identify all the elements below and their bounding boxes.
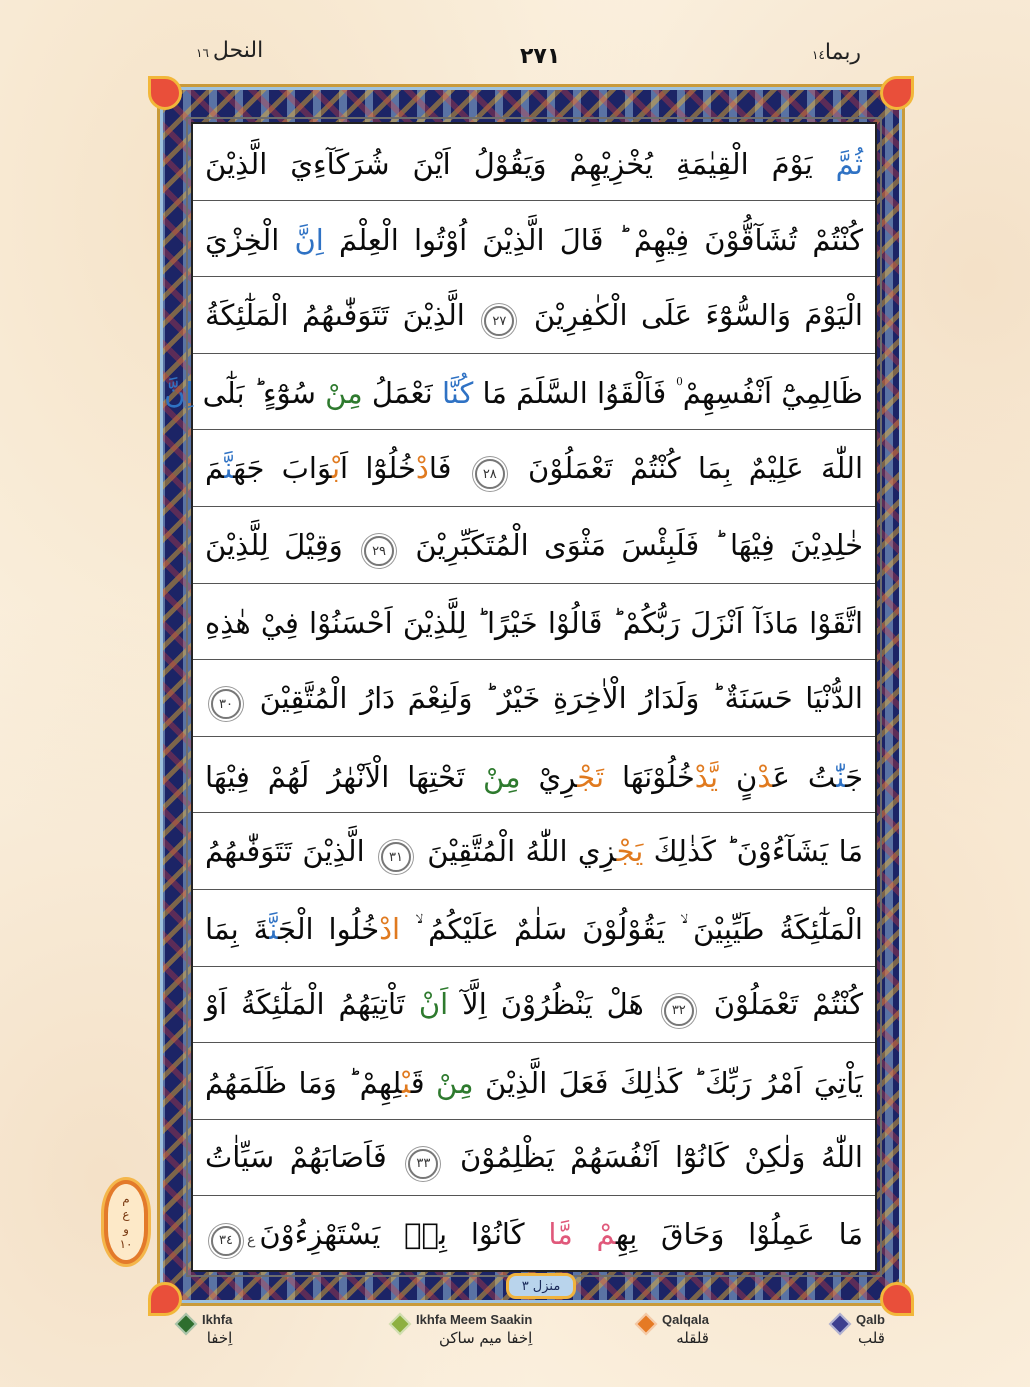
- verse-text: نٍ: [718, 759, 758, 794]
- text-line: [193, 967, 875, 1044]
- text-line: [193, 201, 875, 278]
- tajweed-highlight: يَّدْ: [694, 759, 719, 794]
- verse-text: مَا يَشَآءُوْنَ ؕ كَذٰلِكَ: [643, 833, 863, 868]
- tajweed-highlight: اِنَّ: [164, 376, 194, 411]
- tajweed-highlight: اَنْ: [418, 987, 449, 1022]
- juz-number: ١٤: [812, 48, 825, 62]
- corner-ornament-icon: [148, 76, 182, 110]
- line-text: [205, 912, 863, 947]
- tajweed-highlight: بْ: [401, 1065, 411, 1100]
- tajweed-highlight: يَجْ: [616, 833, 644, 868]
- verse-text: قَ: [410, 1065, 436, 1100]
- verse-text: وَابَ جَهَ: [233, 450, 332, 485]
- verse-text: كُنْتُمْ تَعْمَلُوْنَ: [699, 987, 864, 1022]
- text-line: [193, 1196, 875, 1273]
- legend-label-en: Qalqala: [662, 1312, 709, 1327]
- text-line: [164, 354, 875, 431]
- legend-label-ur: قلقله: [676, 1329, 709, 1347]
- text-line: [193, 1120, 875, 1197]
- line-text: [205, 298, 863, 337]
- tajweed-highlight: اِنَّ: [294, 223, 324, 258]
- surah-name-label: [196, 38, 263, 63]
- verse-text: الدُّنْيَا حَسَنَةٌ ؕ وَلَدَارُ الْاٰخِرَةِ خَيْرٌ ؕ وَلَنِعْمَ دَارُ الْمُتَّقِيْنَ: [247, 680, 863, 715]
- line-text: [205, 1217, 863, 1256]
- text-line: [193, 660, 875, 737]
- ruku-medallion-middle2: و: [123, 1222, 129, 1236]
- tajweed-highlight: ثُمَّ: [835, 146, 863, 181]
- text-line: [193, 737, 875, 814]
- ayah-number-marker: ٣٢: [664, 996, 694, 1026]
- line-text: [164, 376, 863, 411]
- juz-name-label: [808, 40, 861, 65]
- tajweed-highlight: تَجْ: [577, 759, 605, 794]
- verse-text: مَ: [205, 450, 225, 485]
- verse-text: اللّٰهُ وَلٰكِنْ كَانُوْٓا اَنْفُسَهُمْ يَظْلِمُوْنَ: [444, 1140, 863, 1175]
- verse-text: سُوْٓءٍ ؕ بَلٰٓى: [193, 376, 326, 411]
- verse-text: جَ: [845, 759, 864, 794]
- line-text: [205, 147, 863, 181]
- line-text: [205, 760, 863, 794]
- line-text: [205, 834, 863, 873]
- tajweed-highlight: نَّ: [224, 450, 234, 485]
- text-line: [193, 124, 875, 201]
- text-line: [193, 584, 875, 661]
- page-header: [0, 36, 1030, 76]
- tajweed-highlight: دْ: [757, 759, 773, 794]
- corner-ornament-icon: [880, 76, 914, 110]
- legend-label-en: Qalb: [856, 1312, 885, 1327]
- verse-text: الَّذِيْنَ تَتَوَفّٰىهُمُ: [205, 833, 375, 868]
- ruku-mark: ع: [247, 1232, 256, 1249]
- ruku-medallion: [104, 1180, 148, 1264]
- legend-item-qalqala: [638, 1312, 709, 1347]
- verse-text: وَقِيْلَ لِلَّذِيْنَ: [205, 527, 359, 562]
- tajweed-highlight: نَّ: [269, 912, 278, 947]
- juz-name: ربما: [824, 40, 862, 65]
- verse-text: يَاْتِيَ اَمْرُ رَبِّكَ ؕ كَذٰلِكَ فَعَلَ الَّذِيْنَ: [473, 1065, 863, 1100]
- legend-label-ur: قلب: [858, 1329, 885, 1347]
- verse-text: الْيَوْمَ وَالسُّوْٓءَ عَلَى الْكٰفِرِيْنَ: [520, 297, 863, 332]
- text-line: [193, 1043, 875, 1120]
- legend-item-qalb: [832, 1312, 885, 1347]
- tajweed-highlight: كُنَّا: [441, 376, 474, 411]
- ayah-number-marker: ٢٧: [484, 306, 514, 336]
- ayah-number-marker: ٣٤: [211, 1226, 241, 1256]
- tajweed-highlight: دْ: [415, 450, 429, 485]
- verse-text: مَا عَمِلُوْا وَحَاقَ بِهِ: [615, 1217, 863, 1252]
- line-text: [205, 1140, 863, 1179]
- manzil-label: منزل ٣: [521, 1278, 561, 1294]
- verse-text: خُلُوا الْجَ: [277, 912, 380, 947]
- diamond-icon: [389, 1313, 412, 1336]
- ruku-medallion-middle: ع: [122, 1207, 130, 1221]
- verse-text: خُلُوْنَهَا: [604, 759, 695, 794]
- diamond-icon: [175, 1313, 198, 1336]
- legend-label-en: Ikhfa Meem Saakin: [416, 1312, 533, 1327]
- verse-text: خٰلِدِيْنَ فِيْهَا ؕ فَلَبِئْسَ مَثْوَى الْمُتَكَبِّرِيْنَ: [400, 527, 864, 562]
- verse-text: تَاْتِيَهُمُ الْمَلٰٓئِكَةُ اَوْ: [205, 987, 419, 1022]
- legend-label-ur: اِخفا: [206, 1329, 233, 1347]
- surah-number: ١٦: [196, 46, 209, 60]
- verse-text: كُنْتُمْ تُشَآقُّوْنَ فِيْهِمْ ؕ قَالَ الَّذِيْنَ اُوْتُوا الْعِلْمَ: [323, 223, 863, 258]
- verse-text: خُلُوْٓا اَ: [340, 450, 416, 485]
- legend-label-en: Ikhfa: [202, 1312, 233, 1327]
- ayah-number-marker: ٣٠: [211, 689, 241, 719]
- text-line: [193, 507, 875, 584]
- verse-text: تَحْتِهَا الْاَنْهٰرُ لَهُمْ فِيْهَا: [205, 759, 483, 794]
- verse-text: نَعْمَلُ: [362, 376, 442, 411]
- verse-text: هَلْ يَنْظُرُوْنَ اِلَّآ: [448, 987, 658, 1022]
- page-number: ٢٧١: [520, 44, 561, 69]
- verse-text: الْخِزْيَ: [205, 223, 295, 258]
- verse-text: فَاَصَابَهُمْ سَيِّاٰتُ: [205, 1140, 403, 1175]
- line-text: [205, 606, 863, 640]
- verse-text: يَوْمَ الْقِيٰمَةِ يُخْزِيْهِمْ وَيَقُوْلُ اَيْنَ شُرَكَآءِيَ الَّذِيْنَ: [205, 146, 836, 181]
- line-text: [205, 681, 863, 720]
- line-text: [205, 987, 863, 1026]
- manzil-cartouche: [506, 1273, 576, 1299]
- verse-text: الَّذِيْنَ تَتَوَفّٰىهُمُ الْمَلٰٓئِكَةُ: [205, 297, 479, 332]
- verse-text: فَا: [428, 450, 469, 485]
- tajweed-highlight: مِنْ: [325, 376, 363, 411]
- surah-name: النحل: [212, 38, 264, 63]
- line-text: [205, 451, 863, 490]
- diamond-icon: [829, 1313, 852, 1336]
- verse-text: رِيْ: [520, 759, 578, 794]
- tajweed-highlight: نّٰ: [836, 759, 846, 794]
- legend-item-ikhfa: [178, 1312, 232, 1347]
- diamond-icon: [635, 1313, 658, 1336]
- tajweed-highlight: مِنْ: [482, 759, 521, 794]
- verse-text: زِي اللّٰهُ الْمُتَّقِيْنَ: [416, 833, 617, 868]
- text-line: [193, 890, 875, 967]
- verse-text: تُ عَ: [772, 759, 837, 794]
- legend-item-ikhfa-meem-saakin: [392, 1312, 532, 1347]
- verse-text: لِهِمْ ؕ وَمَا ظَلَمَهُمُ: [205, 1065, 402, 1100]
- verse-text: ظَالِمِيْٓ اَنْفُسِهِمْ ۠ فَاَلْقَوُا السَّلَمَ مَا: [473, 376, 863, 411]
- tajweed-legend: [0, 1310, 1030, 1370]
- legend-label-ur: اِخفا میم ساکن: [438, 1329, 533, 1347]
- ayah-number-marker: ٢٨: [475, 459, 505, 489]
- ayah-number-marker: ٣٣: [408, 1149, 438, 1179]
- tajweed-highlight: مْ مَّا: [548, 1217, 616, 1252]
- ayah-number-marker: ٢٩: [364, 536, 394, 566]
- tajweed-highlight: ادْ: [379, 912, 401, 947]
- verse-text: الْمَلٰٓئِكَةُ طَيِّبِيْنَ ۙ يَقُوْلُوْنَ سَلٰمٌ عَلَيْكُمُ ۙ: [400, 912, 863, 947]
- quran-text-panel: [164, 122, 877, 1272]
- line-text: [205, 1066, 863, 1100]
- line-text: [205, 223, 863, 257]
- verse-text: اللّٰهَ عَلِيْمٌ بِمَا كُنْتُمْ تَعْمَلُوْنَ: [510, 450, 864, 485]
- text-line: [193, 430, 875, 507]
- ruku-medallion-bottom: ١٠: [119, 1237, 133, 1251]
- verse-text: ةَ بِمَا: [205, 912, 270, 947]
- tajweed-highlight: مِنْ: [435, 1065, 474, 1100]
- ayah-number-marker: ٣١: [381, 842, 411, 872]
- verse-text: اتَّقَوْا مَاذَآ اَنْزَلَ رَبُّكُمْ ؕ قَالُوْا خَيْرًا ؕ لِلَّذِيْنَ اَحْسَنُوْا فِيْ هٰذِهِ: [205, 606, 863, 641]
- text-line: [193, 277, 875, 354]
- ruku-medallion-top: م: [122, 1192, 130, 1206]
- verse-text: كَانُوْا بِهٖ يَسْتَهْزِءُوْنَ: [259, 1217, 549, 1252]
- line-text: [205, 528, 863, 567]
- text-line: [193, 813, 875, 890]
- tajweed-highlight: بْ: [331, 450, 341, 485]
